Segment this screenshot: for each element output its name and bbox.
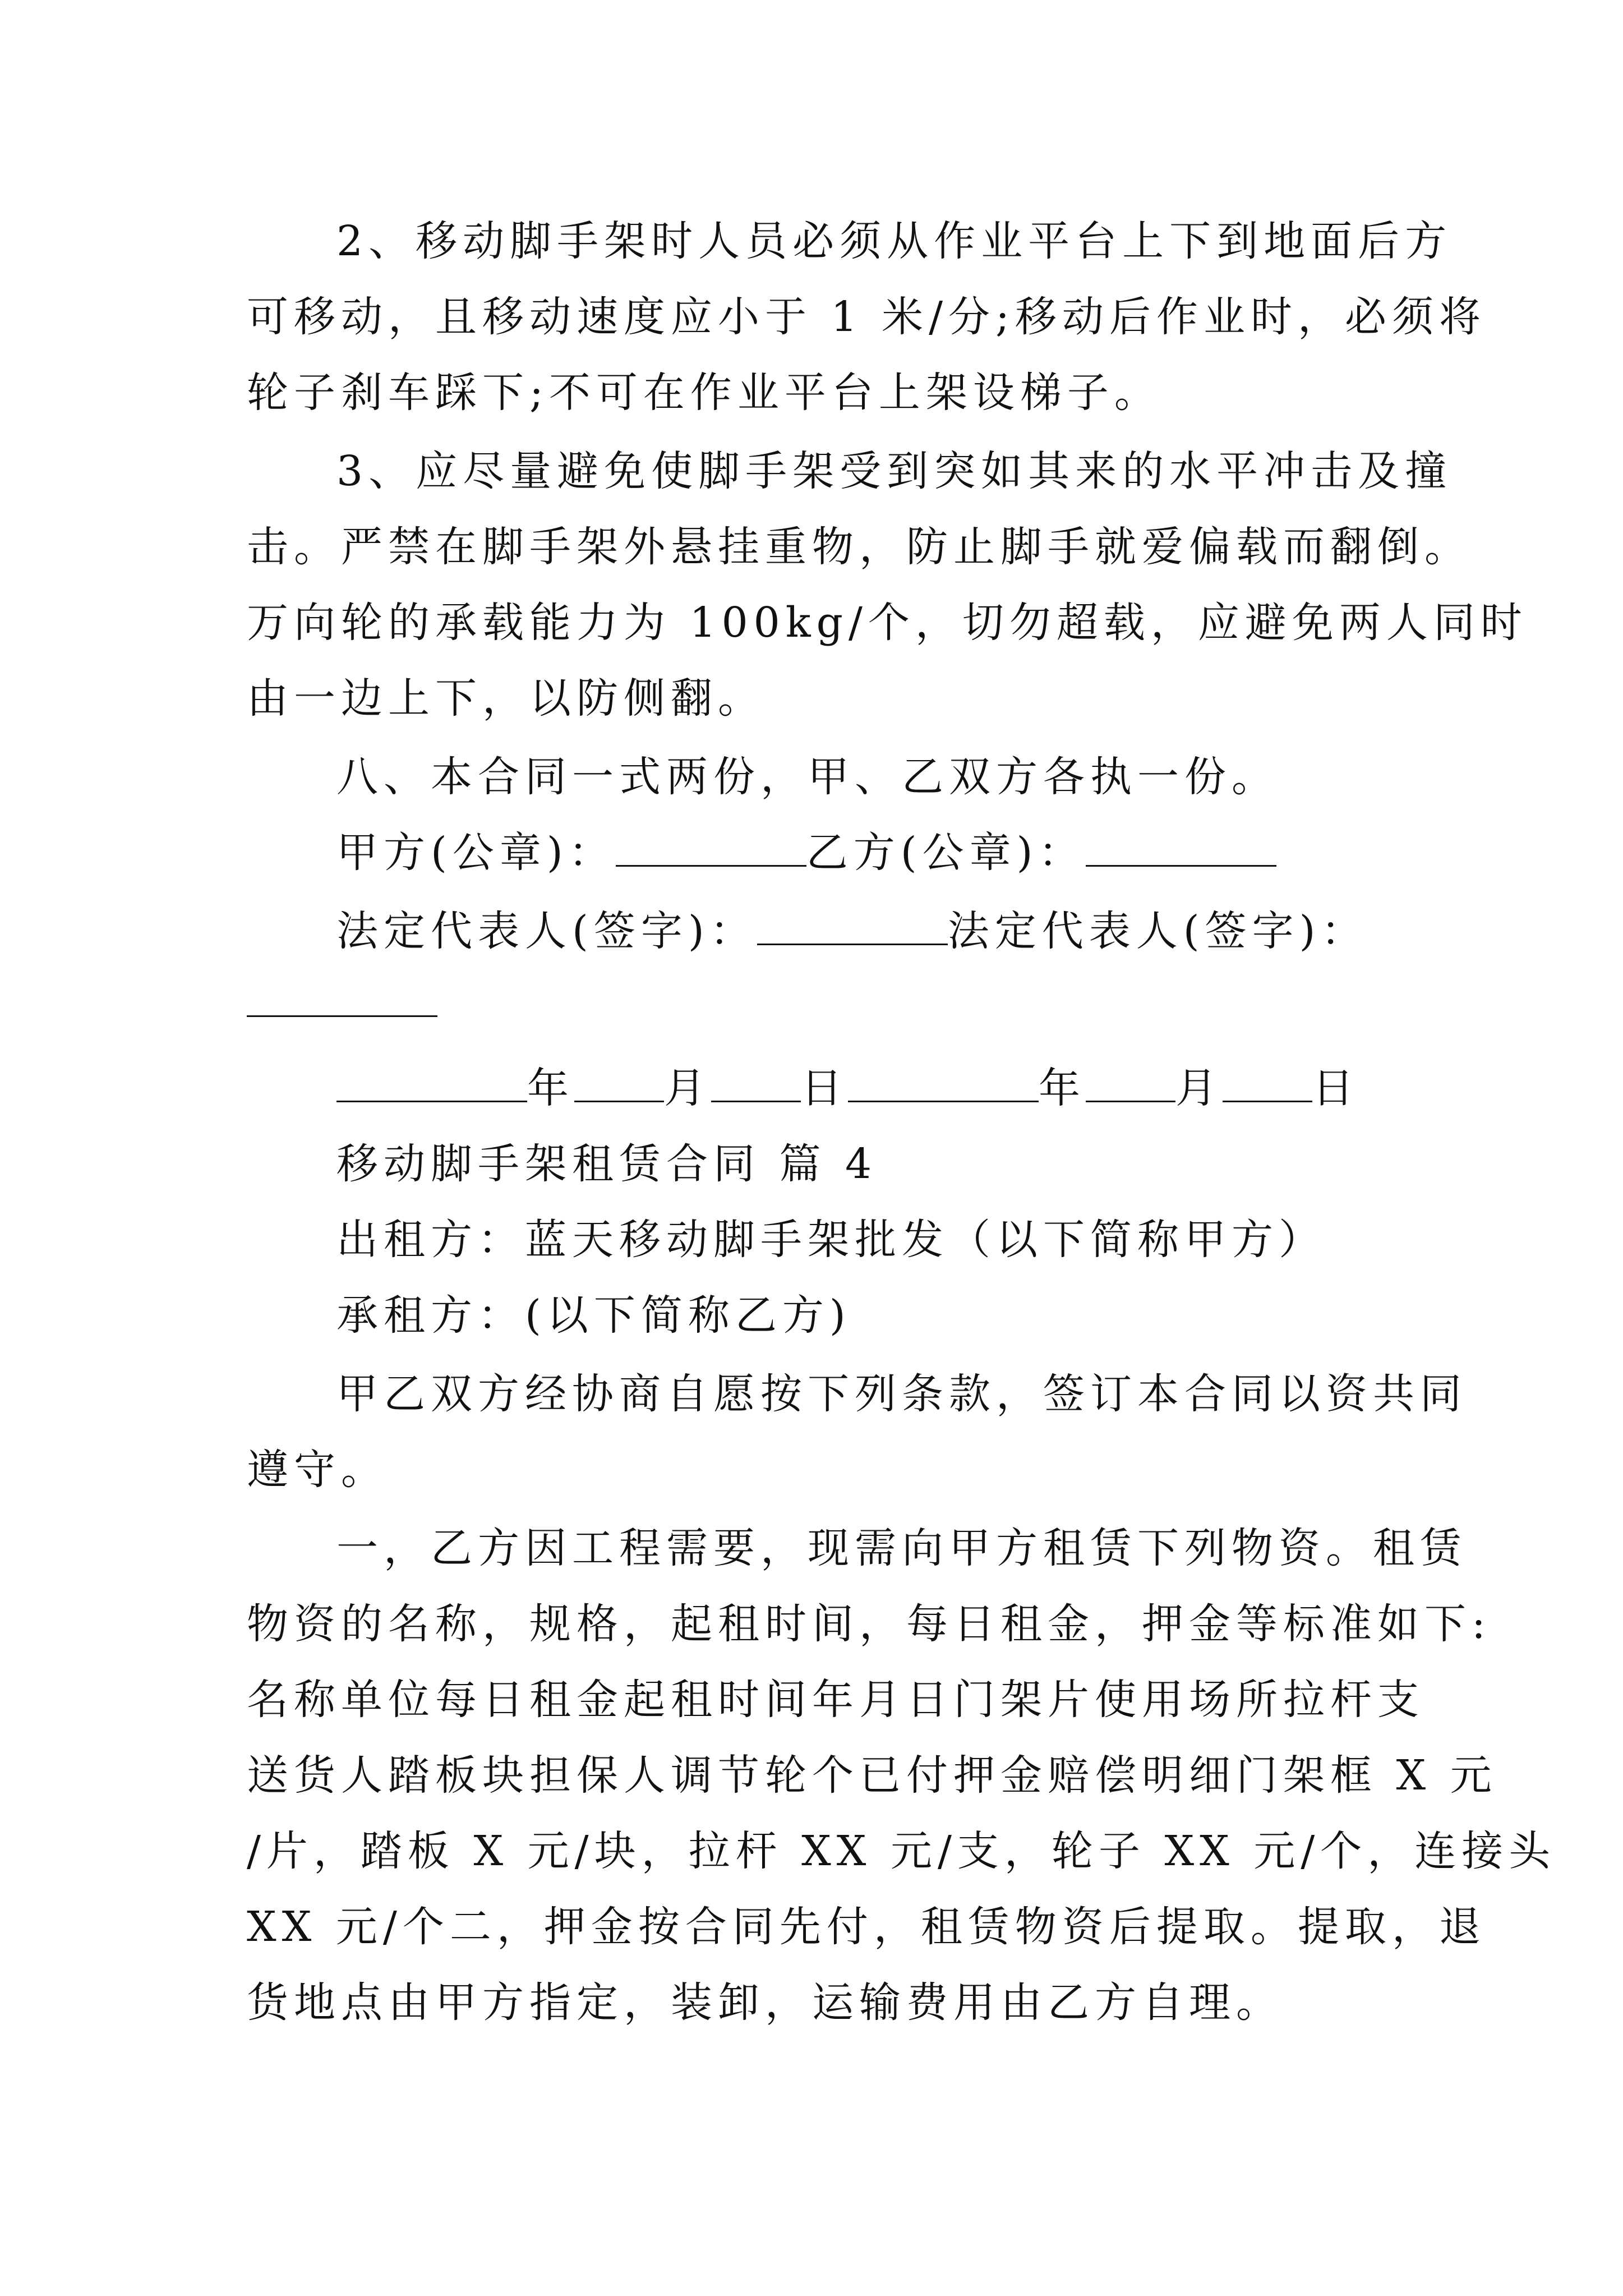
section-title: 移动脚手架租赁合同 篇 4 [336,1140,878,1188]
year-blank-a [336,1061,527,1102]
paragraph-line: 八、本合同一式两份，甲、乙双方各执一份。 [336,753,1279,801]
lessor-line: 出租方：蓝天移动脚手架批发（以下简称甲方） [336,1216,1326,1264]
date-line [336,1060,1481,1116]
year-label-a: 年 [527,1064,574,1112]
rep-a-blank [757,904,948,945]
month-blank-b [1086,1061,1175,1102]
paragraph-line: 3、应尽量避免使脚手架受到突如其来的水平冲击及撞 [336,447,1453,495]
party-a-seal-label: 甲方(公章)： [336,829,616,877]
representative-line [336,903,1481,959]
rep-b-label: 法定代表人(签字)： [947,907,1368,955]
rep-b-blank [247,1015,437,1017]
month-label-b: 月 [1175,1064,1223,1112]
paragraph-line: 轮子刹车踩下;不可在作业平台上架设梯子。 [247,369,1161,417]
paragraph-line: 甲乙双方经协商自愿按下列条款，签订本合同以资共同 [336,1370,1467,1418]
day-label-b: 日 [1312,1064,1359,1112]
paragraph-line: 一，乙方因工程需要，现需向甲方租赁下列物资。租赁 [336,1524,1467,1572]
seal-line [336,825,1481,881]
party-b-seal-label: 乙方(公章)： [806,829,1086,877]
day-label-a: 日 [801,1064,848,1112]
party-a-seal-blank [616,826,806,867]
paragraph-line: 万向轮的承载能力为 100kg/个，切勿超载，应避免两人同时 [247,599,1528,647]
day-blank-b [1223,1061,1312,1102]
paragraph-line: 2、移动脚手架时人员必须从作业平台上下到地面后方 [336,217,1453,265]
rep-a-label: 法定代表人(签字)： [336,907,757,955]
party-b-seal-blank [1086,826,1276,867]
year-blank-b [848,1061,1039,1102]
year-label-b: 年 [1039,1064,1086,1112]
paragraph-line: 可移动，且移动速度应小于 1 米/分;移动后作业时，必须将 [247,293,1486,341]
paragraph-line: 货地点由甲方指定，装卸，运输费用由乙方自理。 [247,1978,1283,2027]
lessee-line: 承租方：(以下简称乙方) [336,1291,851,1340]
paragraph-line: 送货人踏板块担保人调节轮个已付押金赔偿明细门架框 X 元 [247,1751,1497,1800]
paragraph-line: 遵守。 [247,1446,388,1494]
paragraph-line: /片，踏板 X 元/块，拉杆 XX 元/支，轮子 XX 元/个，连接头 [247,1827,1556,1875]
month-blank-a [574,1061,664,1102]
paragraph-line: 名称单位每日租金起租时间年月日门架片使用场所拉杆支 [247,1676,1424,1724]
day-blank-a [711,1061,801,1102]
month-label-a: 月 [664,1064,711,1112]
paragraph-line: 物资的名称，规格，起租时间，每日租金，押金等标准如下: [247,1600,1491,1648]
paragraph-line: 击。严禁在脚手架外悬挂重物，防止脚手就爱偏载而翻倒。 [247,523,1472,571]
paragraph-line: 由一边上下，以防侧翻。 [247,674,765,723]
paragraph-line: XX 元/个二，押金按合同先付，租赁物资后提取。提取，退 [247,1903,1486,1951]
